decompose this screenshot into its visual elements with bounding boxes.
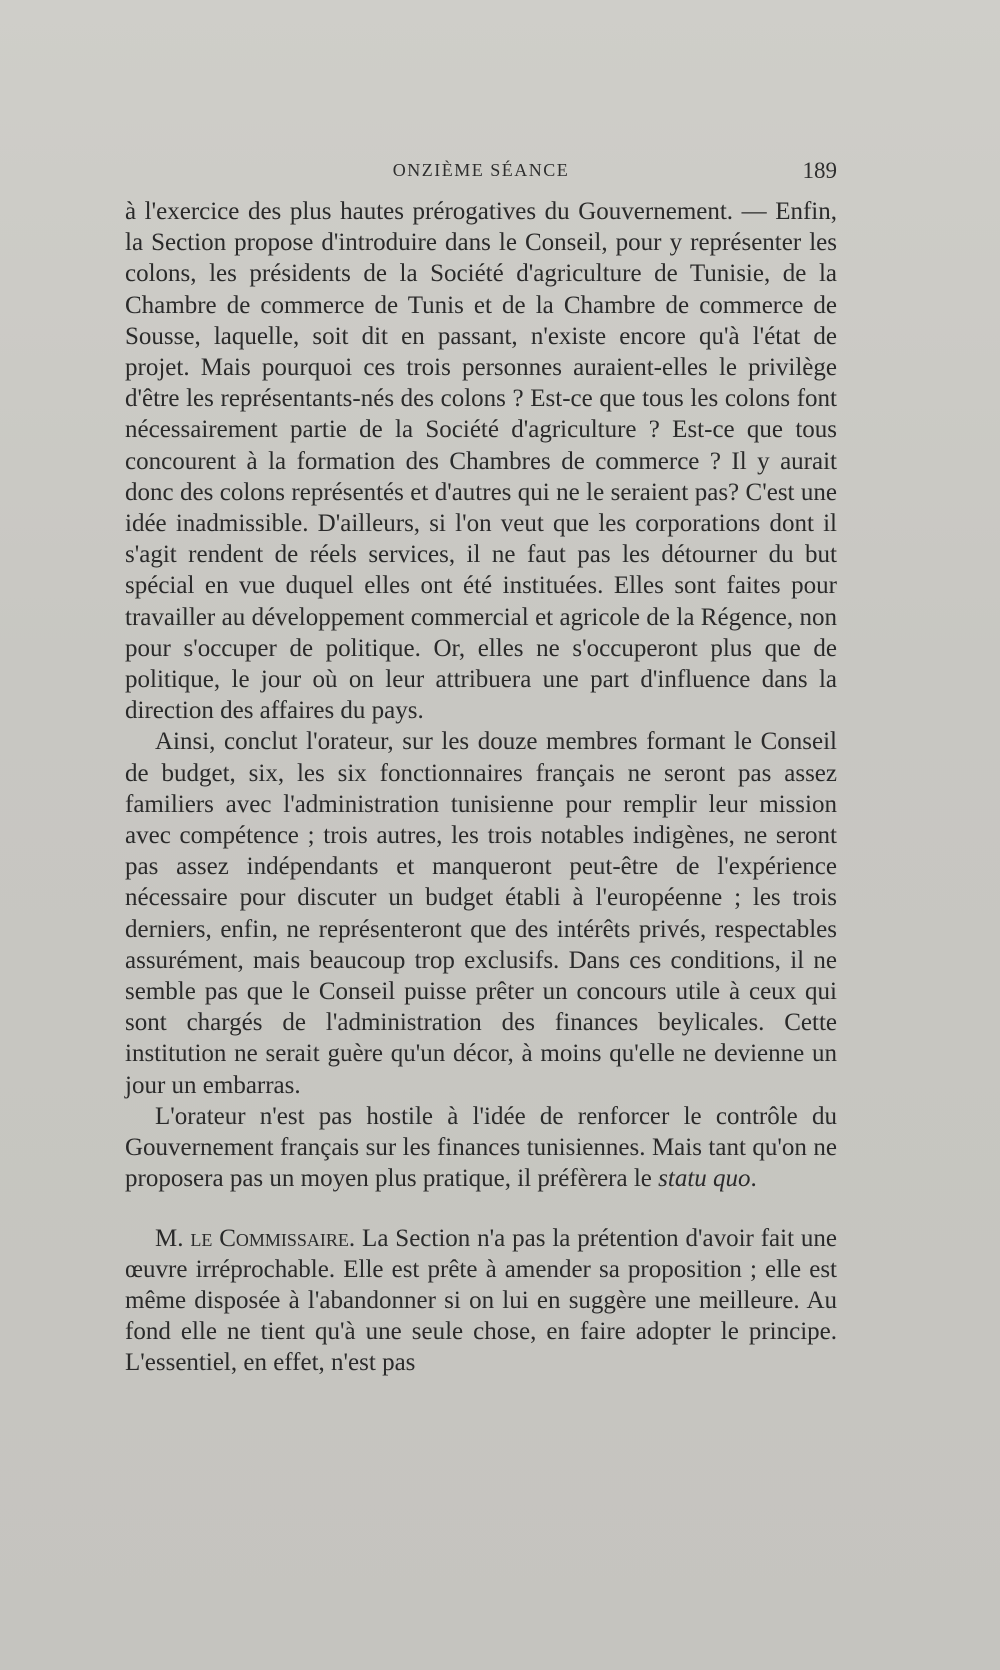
paragraph-4-text: La Section n'a pas la prétention d'avoir fait une œuvre irréprochable. Elle est prête à amender sa proposition ; elle est même disposée à l'abandonner si on lui en suggère une meilleure. Au fond elle ne tient qu'à une seule chose, en faire adopter le principe. L'essentiel, en effet, n'est pas: [125, 1224, 837, 1377]
paragraph-2: Ainsi, conclut l'orateur, sur les douze membres formant le Conseil de budget, six, les six fonctionnaires français ne seront pas assez familiers avec l'administration tunisienne pour remplir leur mission avec compétence ; trois autres, les trois notables indigènes, ne seront pas assez indépendants et manqueront peut-être de l'expérience nécessaire pour discuter un budget établi à l'européenne ; les trois derniers, enfin, ne représenteront que des intérêts privés, respectables assurément, mais beaucoup trop exclusifs. Dans ces conditions, il ne semble pas que le Conseil puisse prêter un concours utile à ceux qui sont chargés de l'administration des finances beylicales. Cette institution ne serait guère qu'un décor, à moins qu'elle ne devienne un jour un embarras.: [125, 728, 837, 1099]
italic-phrase: statu quo: [658, 1165, 751, 1193]
page-number: 189: [802, 158, 837, 183]
paragraph-1: à l'exercice des plus hautes prérogatives du Gouvernement. — Enfin, la Section propose d'introduire dans le Conseil, pour y représenter les colons, les présidents de la Société d'agriculture de Tunisie, de la Chambre de commerce de Tunis et de la Chambre de commerce de Sousse, laquelle, soit dit en passant, n'existe encore qu'à l'état de projet. Mais pourquoi ces trois personnes auraient-elles le privilège d'être les représentants-nés des colons ? Est-ce que tous les colons font nécessairement partie de la Société d'agriculture ? Est-ce que tous concourent à la formation des Chambres de commerce ? Il y aurait donc des colons représentés et d'autres qui ne le seraient pas? C'est une idée inadmissible. D'ailleurs, si l'on veut que les corporations dont il s'agit rendent de réels services, il ne faut pas les détourner du but spécial en vue duquel elles ont été instituées. Elles sont faites pour travailler au développement commercial et agricole de la Régence, non pour s'occuper de politique. Or, elles ne s'occuperont plus que de politique, le jour où on leur attribuera une part d'influence dans la direction des affaires du pays.: [125, 198, 837, 725]
paragraph-3-text: L'orateur n'est pas hostile à l'idée de renforcer le contrôle du Gouvernement français sur les finances tunisiennes. Mais tant qu'on ne proposera pas un moyen plus pratique, il préfèrera le: [125, 1102, 837, 1193]
chapter-title: ONZIÈME SÉANCE: [392, 160, 570, 180]
body-text: [125, 196, 837, 1379]
paragraph-4: [125, 1223, 837, 1379]
running-head: [125, 160, 837, 188]
paragraph-3-end: .: [750, 1165, 757, 1193]
speaker-name: M. le Commissaire.: [155, 1224, 356, 1252]
paragraph-3: [125, 1101, 837, 1195]
